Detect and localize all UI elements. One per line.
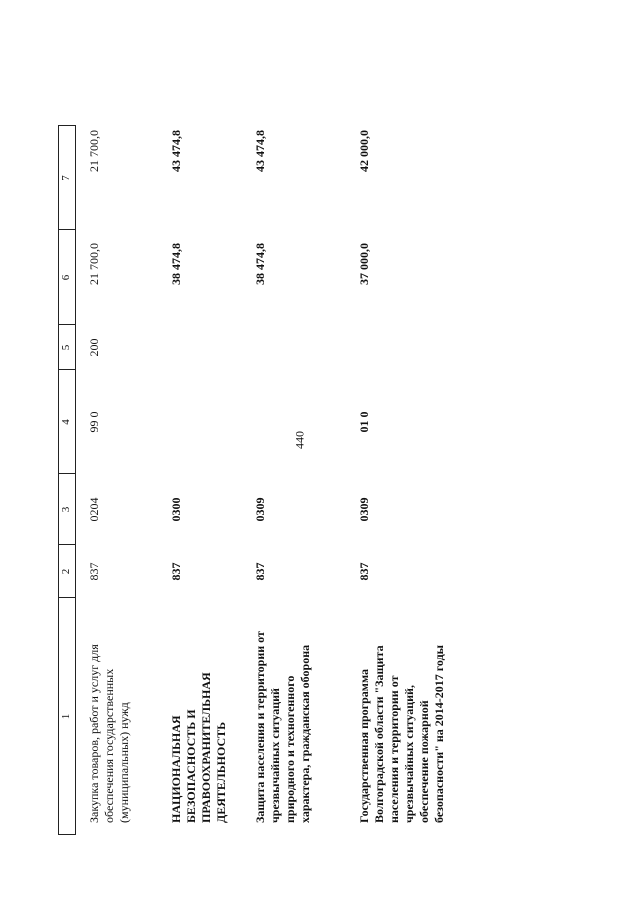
row-1-c5: 200	[87, 338, 101, 357]
row-1-c3: 0204	[87, 497, 101, 522]
header-col-5: 5	[60, 344, 72, 351]
row-4-name: Государственная программа Волгоградской области "Защита населения и территории от чрезвычайных ситуаций, обеспечение пожарной безопасности" на 2014-2017 годы	[357, 644, 446, 823]
row-2-c7: 43 474,8	[169, 130, 183, 172]
row-1-c7: 21 700,0	[87, 130, 101, 172]
header-col-3: 3	[60, 506, 72, 513]
row-4-c3: 0309	[357, 497, 371, 522]
row-2-c6: 38 474,8	[169, 243, 183, 285]
row-3-c6: 38 474,8	[253, 243, 267, 285]
row-1-name: Закупка товаров, работ и услуг для обеспечения государственных (муниципальных) нужд	[87, 644, 131, 823]
row-1-c2: 837	[87, 562, 101, 581]
budget-table	[58, 125, 468, 835]
row-4-c4: 01 0	[357, 411, 371, 433]
table-header-rule	[75, 125, 76, 835]
header-col-7: 7	[60, 175, 72, 181]
row-2-c3: 0300	[169, 497, 183, 522]
page-number: 440	[292, 431, 307, 449]
header-col-4: 4	[60, 419, 72, 425]
row-4-c7: 42 000,0	[357, 130, 371, 172]
row-1-c4: 99 0	[87, 411, 101, 433]
row-4-c2: 837	[357, 562, 371, 581]
row-3-name: Защита населения и территории от чрезвычайных ситуаций природного и техногенного характера, гражданская оборона	[253, 631, 312, 823]
row-4-c6: 37 000,0	[357, 243, 371, 285]
header-col-6: 6	[60, 274, 72, 281]
row-1-c6: 21 700,0	[87, 243, 101, 285]
row-2-c2: 837	[169, 562, 183, 581]
row-2-name: НАЦИОНАЛЬНАЯ БЕЗОПАСНОСТЬ И ПРАВООХРАНИТЕЛЬНАЯ ДЕЯТЕЛЬНОСТЬ	[169, 672, 228, 823]
row-3-c3: 0309	[253, 497, 267, 522]
row-3-c7: 43 474,8	[253, 130, 267, 172]
header-col-2: 2	[60, 568, 72, 575]
header-col-1: 1	[60, 713, 72, 720]
row-3-c2: 837	[253, 562, 267, 581]
